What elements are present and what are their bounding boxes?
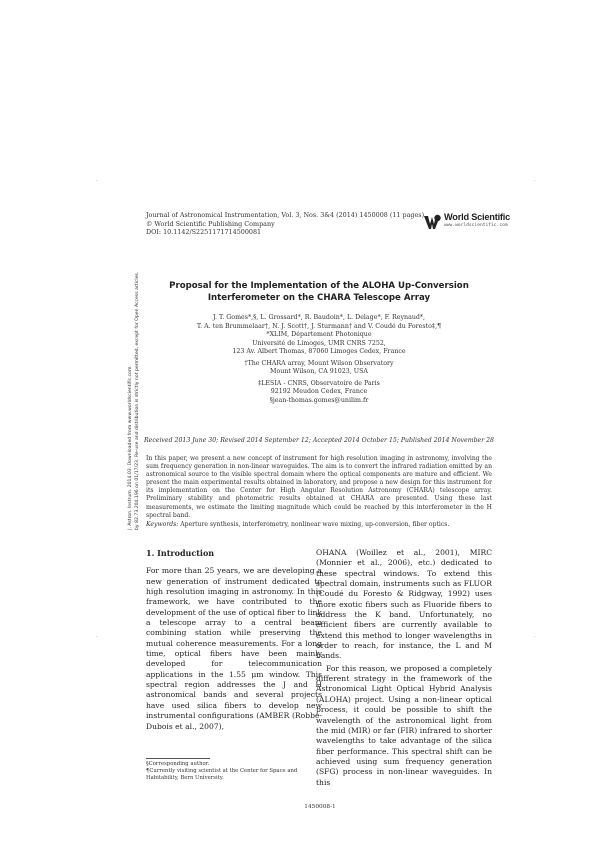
publisher-name: World Scientific [444,212,511,222]
publication-dates: Received 2013 June 30; Revised 2014 September 12; Accepted 2014 October 15; Published 2014 November 28 [144,437,494,444]
watermark-line: J. Astron. Instrum. 2014.03. Downloaded from www.worldscientific.com [128,366,133,530]
body-column-left [146,548,322,732]
section-heading: 1. Introduction [146,548,215,558]
affiliation: †The CHARA array, Mount Wilson Observatory [244,359,394,367]
author-block [160,314,478,405]
body-paragraph: For more than 25 years, we are developing a new generation of instrument dedicated to high resolution imaging in astronomy. In this framework, we have contributed to the development of the use of optical fiber to link a telescope array to a central beam combining station while preserving the mutual coherence measurements. For a long time, optical fibers have been mainly developed for telecommunication applications in the 1.55 μm window. This spectral region addresses the J and H astronomical bands and several projects have used silica fibers to develop new instrumental configurations (AMBER (Robbe-Dubois et al., 2007), [146,566,322,731]
affiliation: Mount Wilson, CA 91023, USA [270,368,368,375]
download-watermark [128,272,141,530]
author-list: J. T. Gomes*,§, L. Grossard*, R. Baudoin*, L. Delage*, F. Reynaud*, [212,314,426,321]
crop-mark: · [96,634,98,640]
author-email[interactable]: §jean-thomas.gomes@unilim.fr [269,396,369,404]
affiliation: Université de Limoges, UMR CNRS 7252, [252,339,386,347]
affiliation: ‡LESIA - CNRS, Observatoire de Paris [258,379,380,387]
footnote: §Corresponding author. [146,761,210,767]
body-paragraph: OHANA (Woillez et al., 2001), MIRC (Monnier et al., 2006), etc.) dedicated to these spectral windows. To extend this spectral domain, instruments such as FLUOR (Coudé du Foresto & Ridgway, 1992) uses more exotic fibers such as Fluoride fibers to address the K band. Unfortunately, no efficient fibers are currently available to extend this method to longer wavelengths in order to reach, for instance, the L and M bands. [316,548,492,661]
abstract: In this paper, we present a new concept of instrument for high resolution imaging in astronomy, involving the sum frequency generation in non-linear waveguides. The aim is to convert the infrared radiation emitted by an astronomical source to the visible spectral domain where the optical components are mature and efficient. We present the main experimental results obtained in laboratory, and propose a new design for this instrument for its implementation on the Center for High Angular Resolution Astronomy (CHARA) telescope array. Preliminary stability and photometric results obtained at CHARA are presented. Using these last measurements, we estimate the limiting magnitude which could be reached by this interferometer in the H spectral band. [146,455,492,519]
publisher-url: www.worldscientific.com [444,223,508,228]
page-number: 1450008-1 [304,804,336,810]
crop-mark: · [534,178,536,184]
footnotes [146,761,312,781]
publisher-logo [422,212,530,234]
author-list: T. A. ten Brummelaar†, N. J. Scott†, J. Sturmann† and V. Coudé du Foresto‡,¶ [196,322,442,330]
doi-link[interactable]: DOI: 10.1142/S2251171714500081 [146,228,262,237]
journal-citation: Journal of Astronomical Instrumentation, Vol. 3, Nos. 3&4 (2014) 1450008 (11 pages) [146,211,425,219]
journal-header [146,211,424,237]
body-paragraph: For this reason, we proposed a completely different strategy in the framework of the Astronomical Light Optical Hybrid Analysis (ALOHA) project. Using a non-linear optical process, it could be possible to shift the wavelength of the astronomical light from the mid (MIR) or far (FIR) infrared to shorter wavelengths to take advantage of the silica fiber performance. This spectral shift can be achieved using sum frequency generation (SFG) process in non-linear waveguides. In this [316,663,492,787]
crop-mark: · [534,634,536,640]
keywords-text: Aperture synthesis, interferometry, nonlinear wave mixing, up-conversion, fiber optics. [180,521,450,528]
footnote-rule [146,758,210,759]
keywords [146,521,492,528]
crop-mark: · [96,178,98,184]
footnote: ¶Currently visiting scientist at the Center for Space and Habitability, Bern University. [146,767,298,781]
affiliation: 123 Av. Albert Thomas, 87060 Limoges Cedex, France [232,348,406,355]
affiliation: *XLIM, Département Photonique [266,331,372,338]
body-column-right [316,548,492,788]
copyright-line: © World Scientific Publishing Company [146,219,275,228]
keywords-label: Keywords: [146,521,179,528]
title-line: Proposal for the Implementation of the ALOHA Up-Conversion [169,281,469,291]
affiliation: 92192 Meudon Cedex, France [270,388,368,395]
watermark-line: by 82.73.204.196 on 01/17/23. Re-use and distribution is strictly not permitted, except for Open Access articles. [134,271,140,530]
paper-title [150,281,488,304]
globe-icon [422,212,442,232]
title-line: Interferometer on the CHARA Telescope Array [207,292,431,303]
